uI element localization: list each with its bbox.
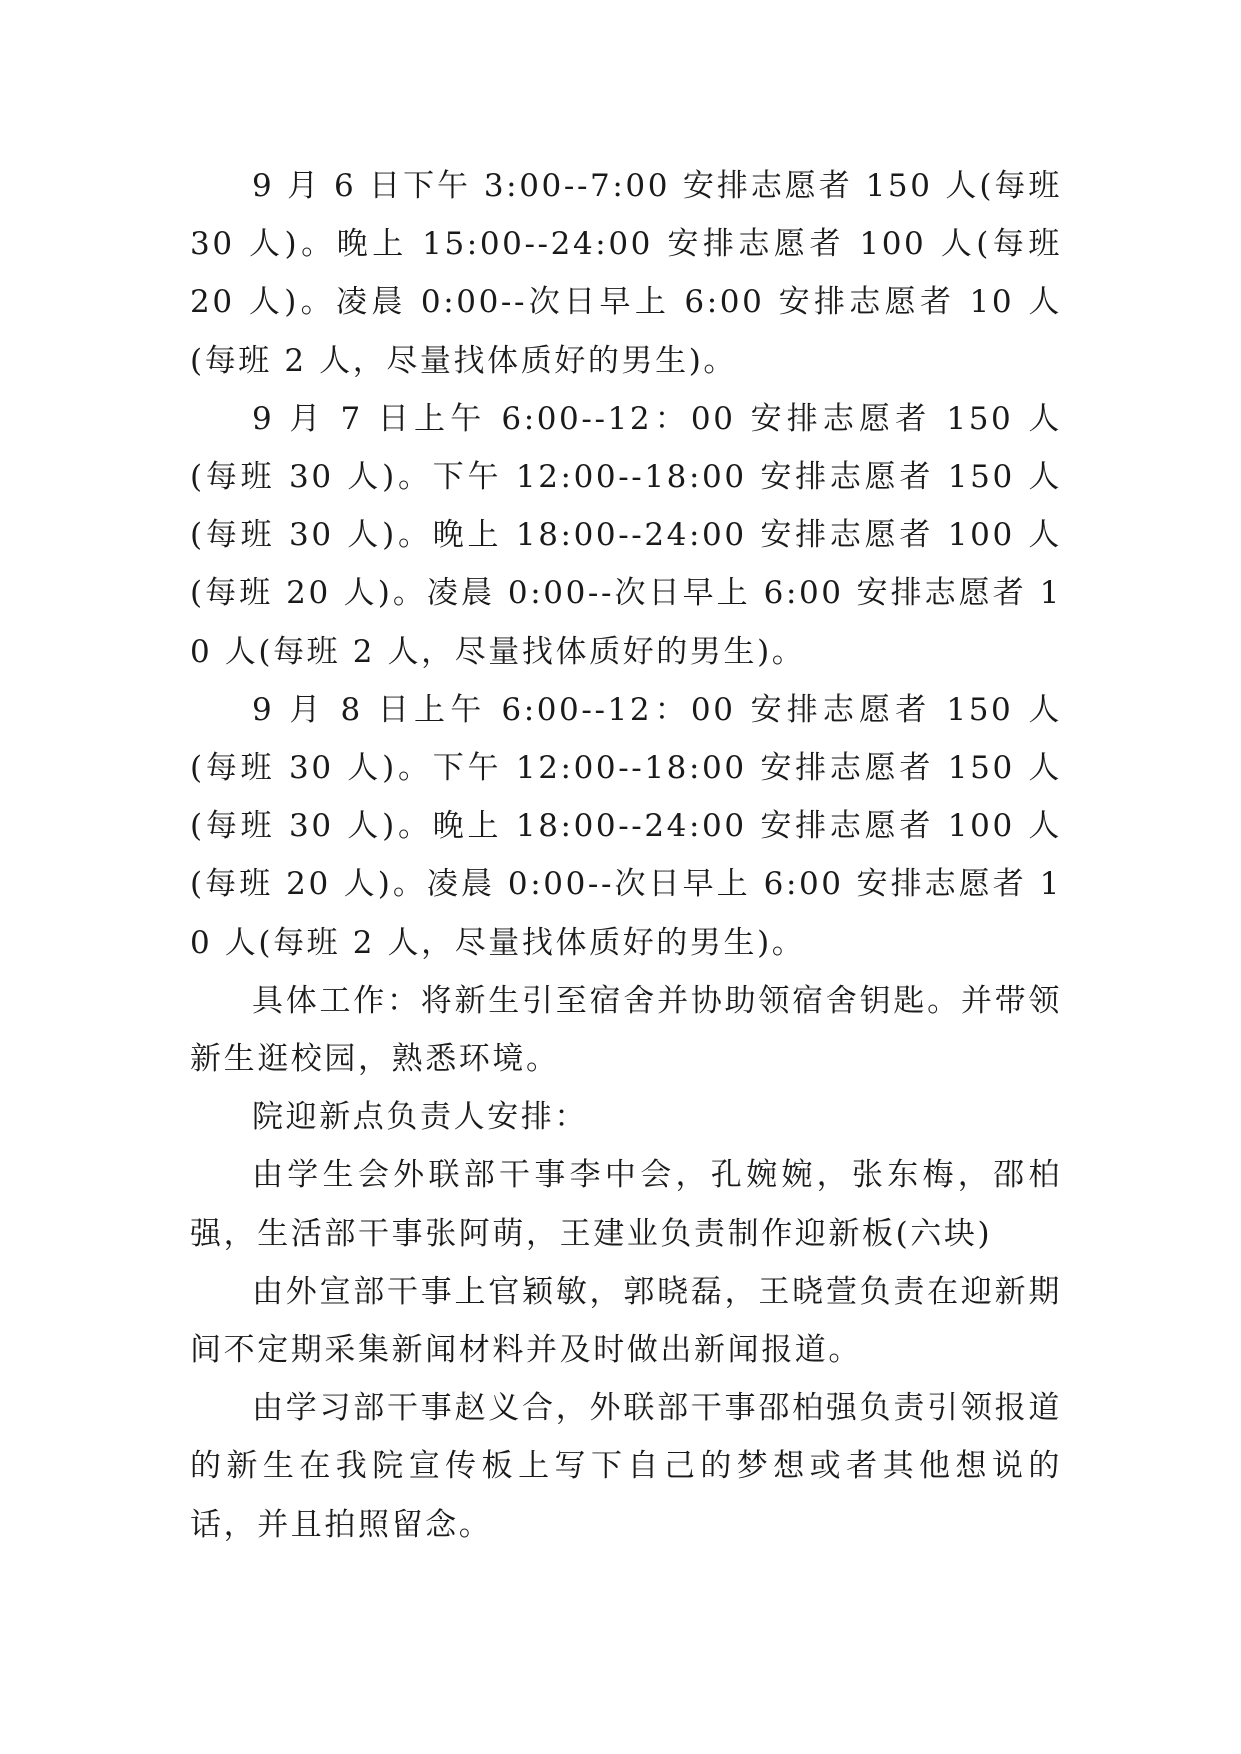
- schedule-sept-6-paragraph: 9 月 6 日下午 3:00--7:00 安排志愿者 150 人(每班 30 人)。晚上 15:00--24:00 安排志愿者 100 人(每班 20 人)。凌晨 0:00--次日早上 6:00 安排志愿者 10 人(每班 2 人，尽量找体质好的男生)。: [190, 168, 1062, 379]
- specific-work-paragraph: 具体工作：将新生引至宿舍并协助领宿舍钥匙。并带领新生逛校园，熟悉环境。: [190, 982, 1062, 1078]
- schedule-sept-7-paragraph: 9 月 7 日上午 6:00--12：00 安排志愿者 150 人(每班 30 人)。下午 12:00--18:00 安排志愿者 150 人(每班 30 人)。晚上 18:00--24:00 安排志愿者 100 人(每班 20 人)。凌晨 0:00--次日早上 6:00 安排志愿者 10 人(每班 2 人，尽量找体质好的男生)。: [190, 400, 1062, 670]
- news-report-paragraph: 由外宣部干事上官颖敏，郭晓磊，王晓萱负责在迎新期间不定期采集新闻材料并及时做出新闻报道。: [190, 1273, 1062, 1369]
- dream-board-paragraph: 由学习部干事赵义合，外联部干事邵柏强负责引领报道的新生在我院宣传板上写下自己的梦想或者其他想说的话，并且拍照留念。: [190, 1390, 1062, 1543]
- responsible-persons-heading: 院迎新点负责人安排：: [252, 1099, 588, 1136]
- document-body: [190, 157, 1062, 1554]
- schedule-sept-8-paragraph: 9 月 8 日上午 6:00--12：00 安排志愿者 150 人(每班 30 人)。下午 12:00--18:00 安排志愿者 150 人(每班 30 人)。晚上 18:00--24:00 安排志愿者 100 人(每班 20 人)。凌晨 0:00--次日早上 6:00 安排志愿者 10 人(每班 2 人，尽量找体质好的男生)。: [190, 691, 1062, 961]
- welcome-board-paragraph: 由学生会外联部干事李中会，孔婉婉，张东梅，邵柏强，生活部干事张阿萌，王建业负责制作迎新板(六块): [190, 1157, 1062, 1252]
